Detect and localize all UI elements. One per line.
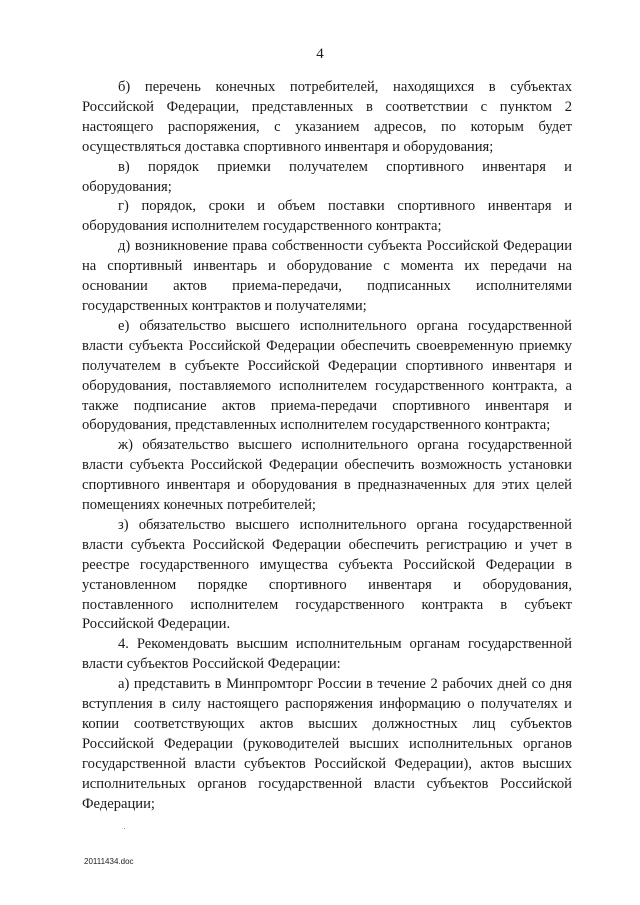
paragraph-zh-installation-obligation: ж) обязательство высшего исполнительного органа государственной власти субъекта Российской Федерации обеспечить возможность установки спортивного инвентаря и оборудования в предназначенных для этих целей помещениях конечных потребителей; (82, 437, 572, 514)
paragraph-g-delivery-terms: г) порядок, сроки и объем поставки спортивного инвентаря и оборудования исполнителем государственного контракта; (82, 198, 572, 235)
scan-mark (124, 828, 125, 829)
paragraph-a-submit-information: а) представить в Минпромторг России в течение 2 рабочих дней со дня вступления в силу настоящего распоряжения информацию о получателях и копии соответствующих актов высших должностных лиц субъектов Российской Федерации (руководителей высших исполнительных органов государственной власти субъектов Российской Федерации), актов высших исполнительных органов государственной власти субъектов Российской Федерации; (82, 676, 572, 812)
paragraph-z-registration-obligation: з) обязательство высшего исполнительного органа государственной власти субъекта Российской Федерации обеспечить регистрацию и учет в реестре государственного имущества субъекта Российской Федерации в установленном порядке спортивного инвентаря и оборудования, поставленного исполнителем государственного контракта в субъект Российской Федерации. (82, 516, 572, 633)
paragraph-b-end-users-list: б) перечень конечных потребителей, находящихся в субъектах Российской Федерации, представленных в соответствии с пунктом 2 настоящего распоряжения, с указанием адресов, по которым будет осуществляться доставка спортивного инвентаря и оборудования; (82, 79, 572, 155)
footer-filename: 20111434.doc (84, 857, 134, 866)
document-body (82, 78, 572, 815)
paragraph-v-acceptance-procedure: в) порядок приемки получателем спортивного инвентаря и оборудования; (82, 158, 572, 195)
paragraph-4-recommendation: 4. Рекомендовать высшим исполнительным органам государственной власти субъектов Российской Федерации: (82, 636, 572, 673)
paragraph-d-ownership-rights: д) возникновение права собственности субъекта Российской Федерации на спортивный инвентарь и оборудование с момента их передачи на основании актов приема-передачи, подписанных исполнителями государственных контрактов и получателями; (82, 238, 572, 314)
page-number: 4 (316, 46, 324, 62)
paragraph-e-acceptance-obligation: е) обязательство высшего исполнительного органа государственной власти субъекта Российской Федерации обеспечить своевременную приемку получателем в субъекте Российской Федерации спортивного инвентаря и оборудования, поставляемого исполнителем государственного контракта, а также подписание актов приема-передачи спортивного инвентаря и оборудования, представленных исполнителем государственного контракта; (82, 317, 572, 434)
